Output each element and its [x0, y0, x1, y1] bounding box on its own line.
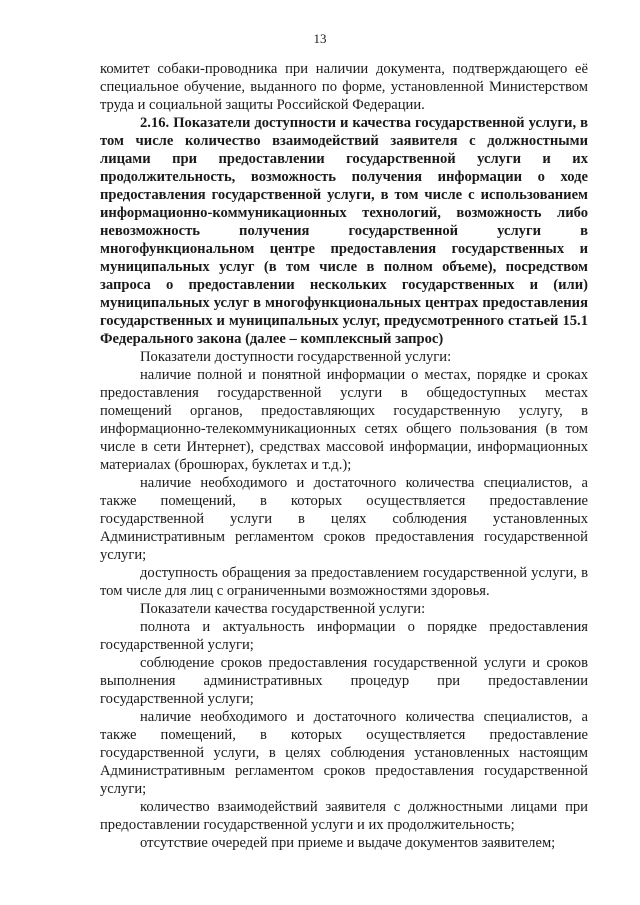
paragraph: наличие необходимого и достаточного количества специалистов, а также помещений, в которых осуществляется предоставление государственной услуги, в целях соблюдения установленных настоящим Административным регламентом сроков предоставления государственной услуги;	[100, 709, 588, 797]
paragraph: Показатели качества государственной услуги:	[140, 601, 426, 617]
paragraph: соблюдение сроков предоставления государственной услуги и сроков выполнения административных процедур при предоставлении государственной услуги;	[100, 655, 588, 707]
paragraph: наличие необходимого и достаточного количества специалистов, а также помещений, в которых осуществляется предоставление государственной услуги в целях соблюдения установленных Административным регламентом сроков предоставления государственной услуги;	[100, 475, 588, 563]
paragraph: отсутствие очередей при приеме и выдаче документов заявителем;	[140, 835, 556, 851]
paragraph: наличие полной и понятной информации о местах, порядке и сроках предоставления государственной услуги в общедоступных местах помещений органов, предоставляющих государственную услугу, в информационно-телекоммуникационных сетях общего пользования (в том числе в сети Интернет), средствах массовой информации, информационных материалах (брошюрах, буклетах и т.д.);	[100, 367, 588, 473]
page-number: 13	[313, 31, 327, 46]
paragraph: Показатели доступности государственной услуги:	[140, 349, 452, 365]
body-text	[100, 60, 588, 852]
paragraph: доступность обращения за предоставлением государственной услуги, в том числе для лиц с ограниченными возможностями здоровья.	[100, 565, 588, 599]
paragraph: комитет собаки-проводника при наличии документа, подтверждающего её специальное обучение, выданного по форме, установленной Министерством труда и социальной защиты Российской Федерации.	[100, 61, 588, 113]
section-heading: 2.16. Показатели доступности и качества государственной услуги, в том числе количество взаимодействий заявителя с должностными лицами при предоставлении государственной услуги и их продолжительность, возможность получения информации о ходе предоставления государственной услуги, в том числе с использованием информационно-коммуникационных технологий, возможность либо невозможность получения государственной услуги в многофункциональном центре предоставления государственных и муниципальных услуг (в том числе в полном объеме), посредством запроса о предоставлении нескольких государственных и (или) муниципальных услуг в многофункциональных центрах предоставления государственных и муниципальных услуг, предусмотренного статьей 15.1 Федерального закона (далее – комплексный запрос)	[100, 115, 588, 347]
paragraph: полнота и актуальность информации о порядке предоставления государственной услуги;	[100, 619, 588, 653]
paragraph: количество взаимодействий заявителя с должностными лицами при предоставлении государственной услуги и их продолжительность;	[100, 799, 588, 833]
